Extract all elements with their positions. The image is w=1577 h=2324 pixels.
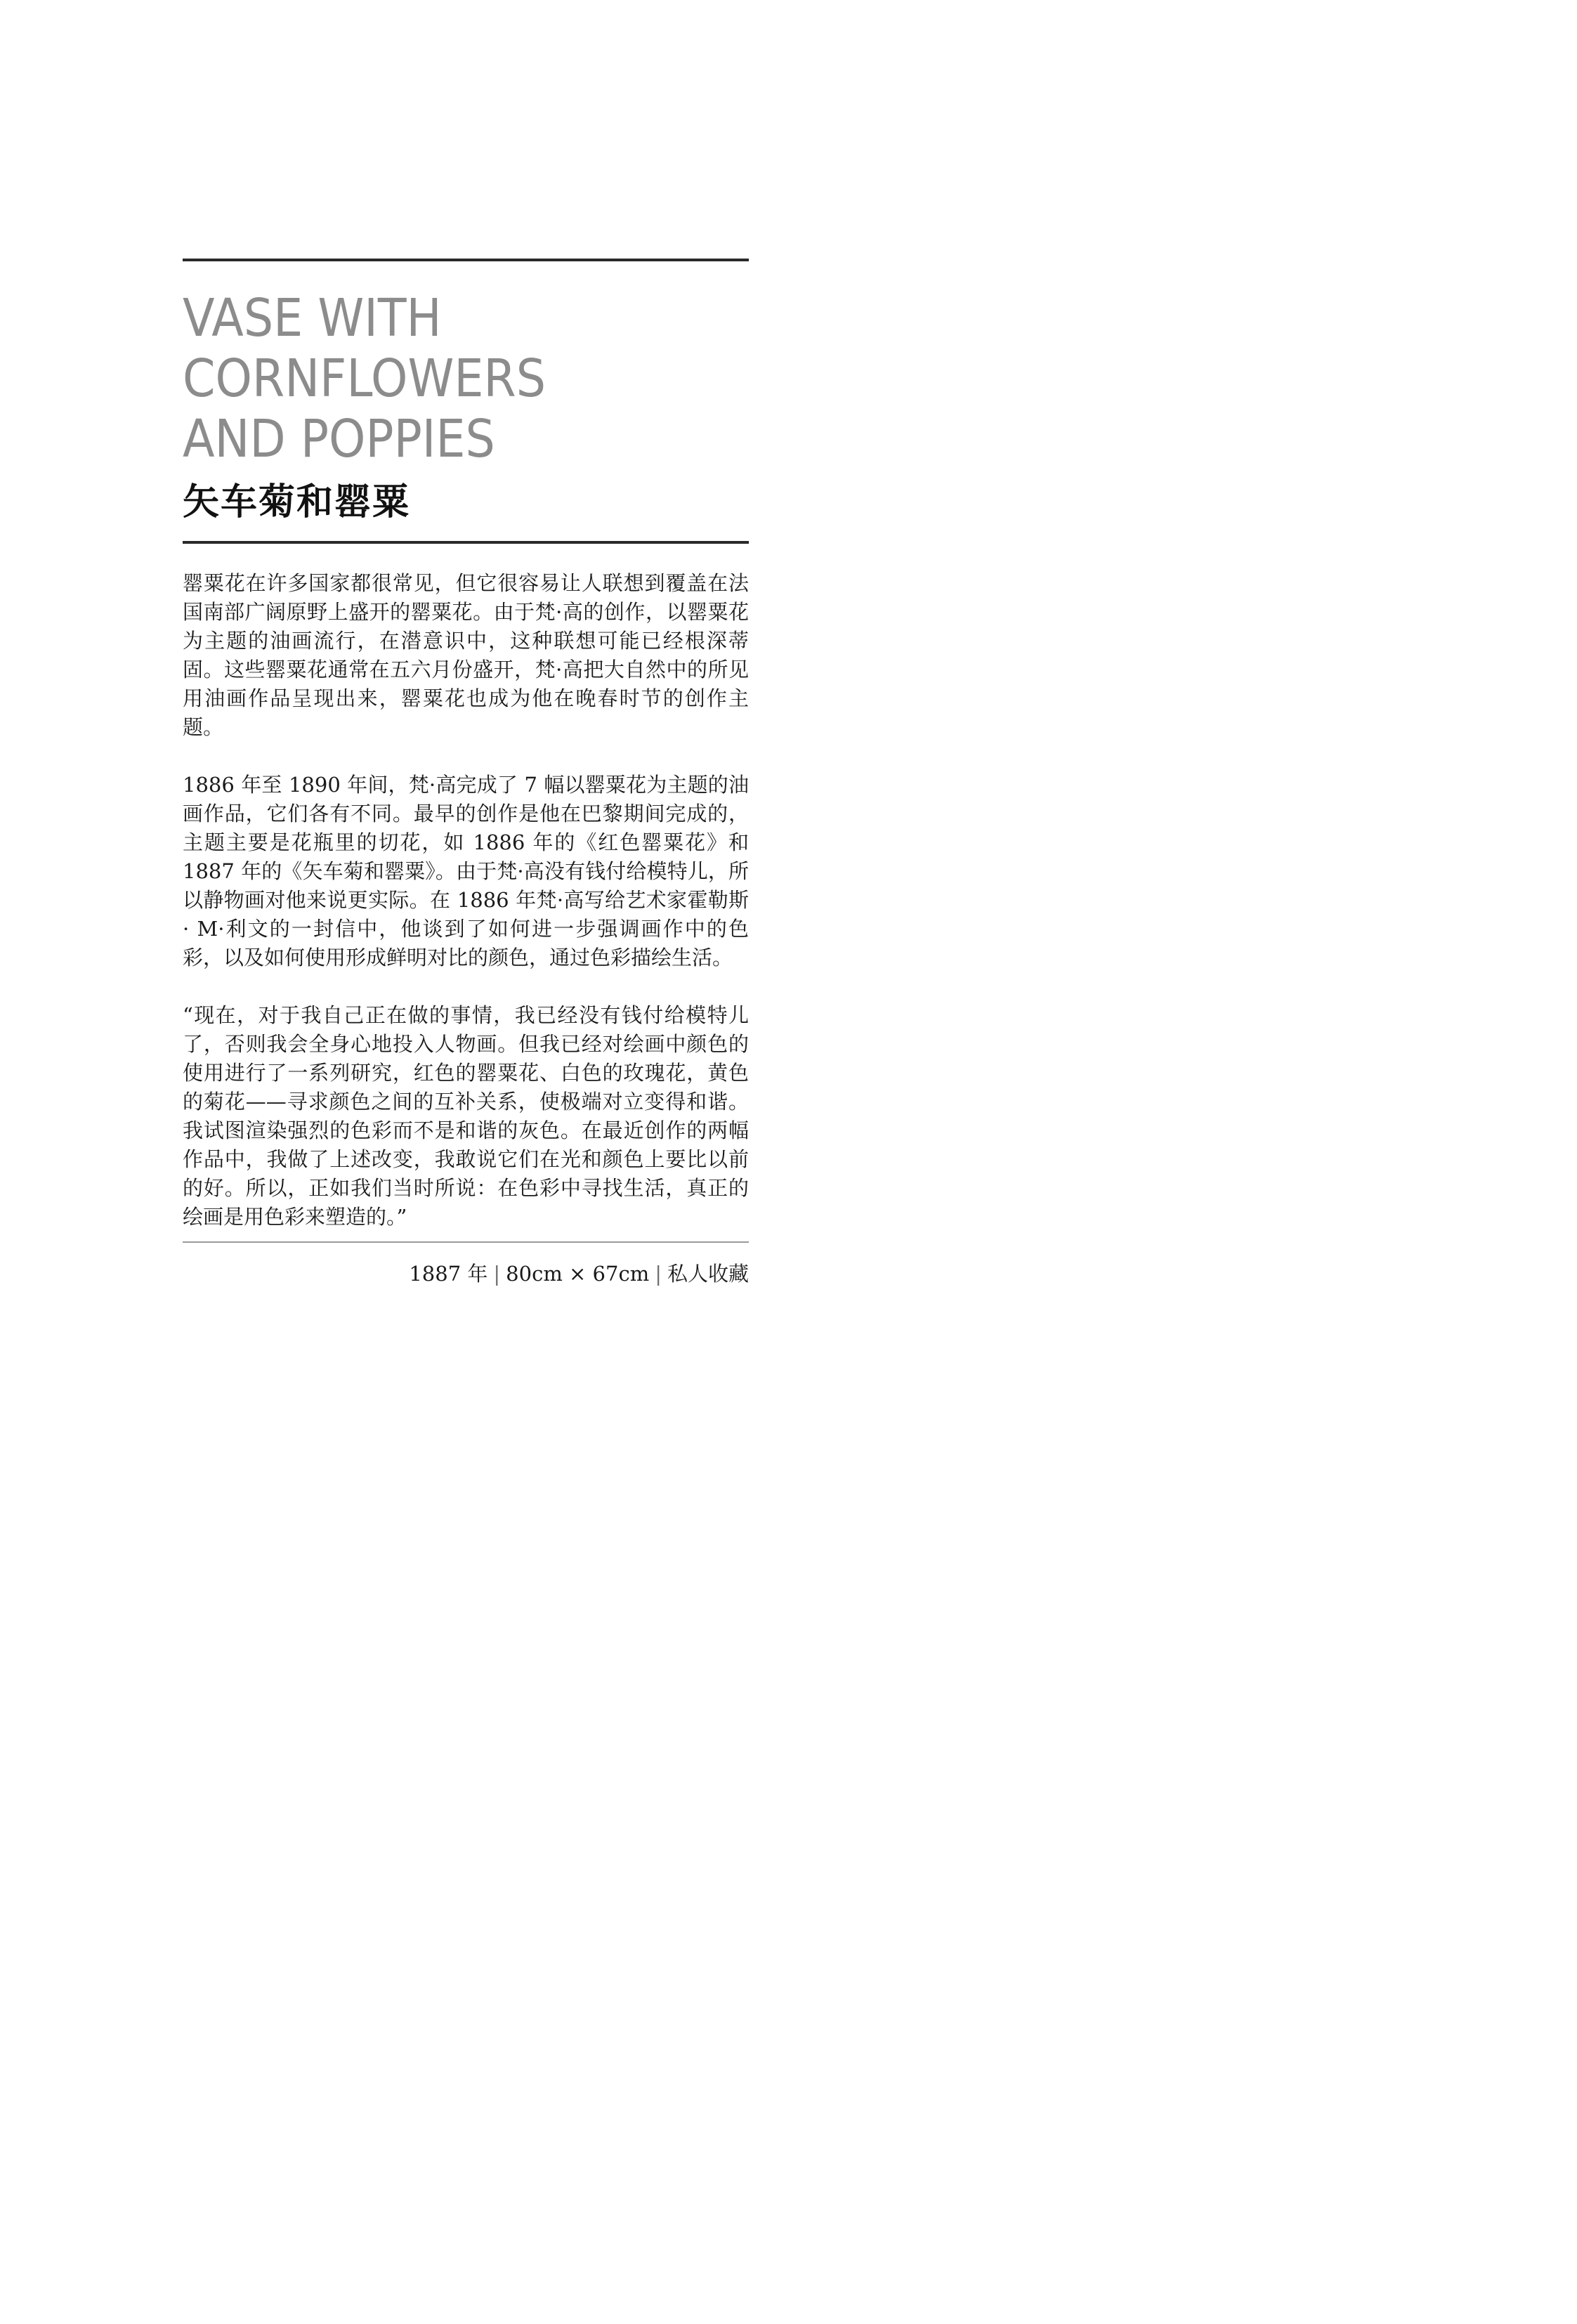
caption-collection: 私人收藏: [667, 1262, 749, 1286]
artwork-caption: [183, 1260, 749, 1288]
paragraph-history: 1886 年至 1890 年间，梵·高完成了 7 幅以罂粟花为主题的油画作品，它们各有不同。最早的创作是他在巴黎期间完成的，主题主要是花瓶里的切花，如 1886 年的《红色罂粟花》和 1887 年的《矢车菊和罂粟》。由于梵·高没有钱付给模特儿，所以静物画对他来说更实际。在 1886 年梵·高写给艺术家霍勒斯· M·利文的一封信中，他谈到了如何进一步强调画作中的色彩，以及如何使用形成鲜明对比的颜色，通过色彩描绘生活。: [183, 773, 749, 970]
title-english: [183, 288, 752, 469]
caption-rule: [183, 1241, 749, 1243]
title-chinese: 矢车菊和罂粟: [183, 481, 411, 523]
artwork-entry: [183, 259, 749, 1288]
title-english-line-1: VASE WITH CORNFLOWERS: [183, 288, 546, 409]
caption-separator: |: [655, 1262, 662, 1286]
caption-separator: |: [493, 1262, 501, 1286]
title-english-line-2: AND POPPIES: [183, 409, 495, 469]
caption-size: 80cm × 67cm: [506, 1262, 650, 1286]
paragraph-intro: 罂粟花在许多国家都很常见，但它很容易让人联想到覆盖在法国南部广阔原野上盛开的罂粟花。由于梵·高的创作，以罂粟花为主题的油画流行，在潜意识中，这种联想可能已经根深蒂固。这些罂粟花通常在五六月份盛开，梵·高把大自然中的所见用油画作品呈现出来，罂粟花也成为他在晚春时节的创作主题。: [183, 571, 749, 739]
title-rule: [183, 541, 749, 544]
top-rule: [183, 259, 749, 261]
caption-year: 1887 年: [409, 1262, 488, 1286]
paragraph-quote: “现在，对于我自己正在做的事情，我已经没有钱付给模特儿了，否则我会全身心地投入人物画。但我已经对绘画中颜色的使用进行了一系列研究，红色的罂粟花、白色的玫瑰花，黄色的菊花——寻求颜色之间的互补关系，使极端对立变得和谐。我试图渲染强烈的色彩而不是和谐的灰色。在最近创作的两幅作品中，我做了上述改变，我敢说它们在光和颜色上要比以前的好。所以，正如我们当时所说：在色彩中寻找生活，真正的绘画是用色彩来塑造的。”: [183, 1003, 749, 1229]
